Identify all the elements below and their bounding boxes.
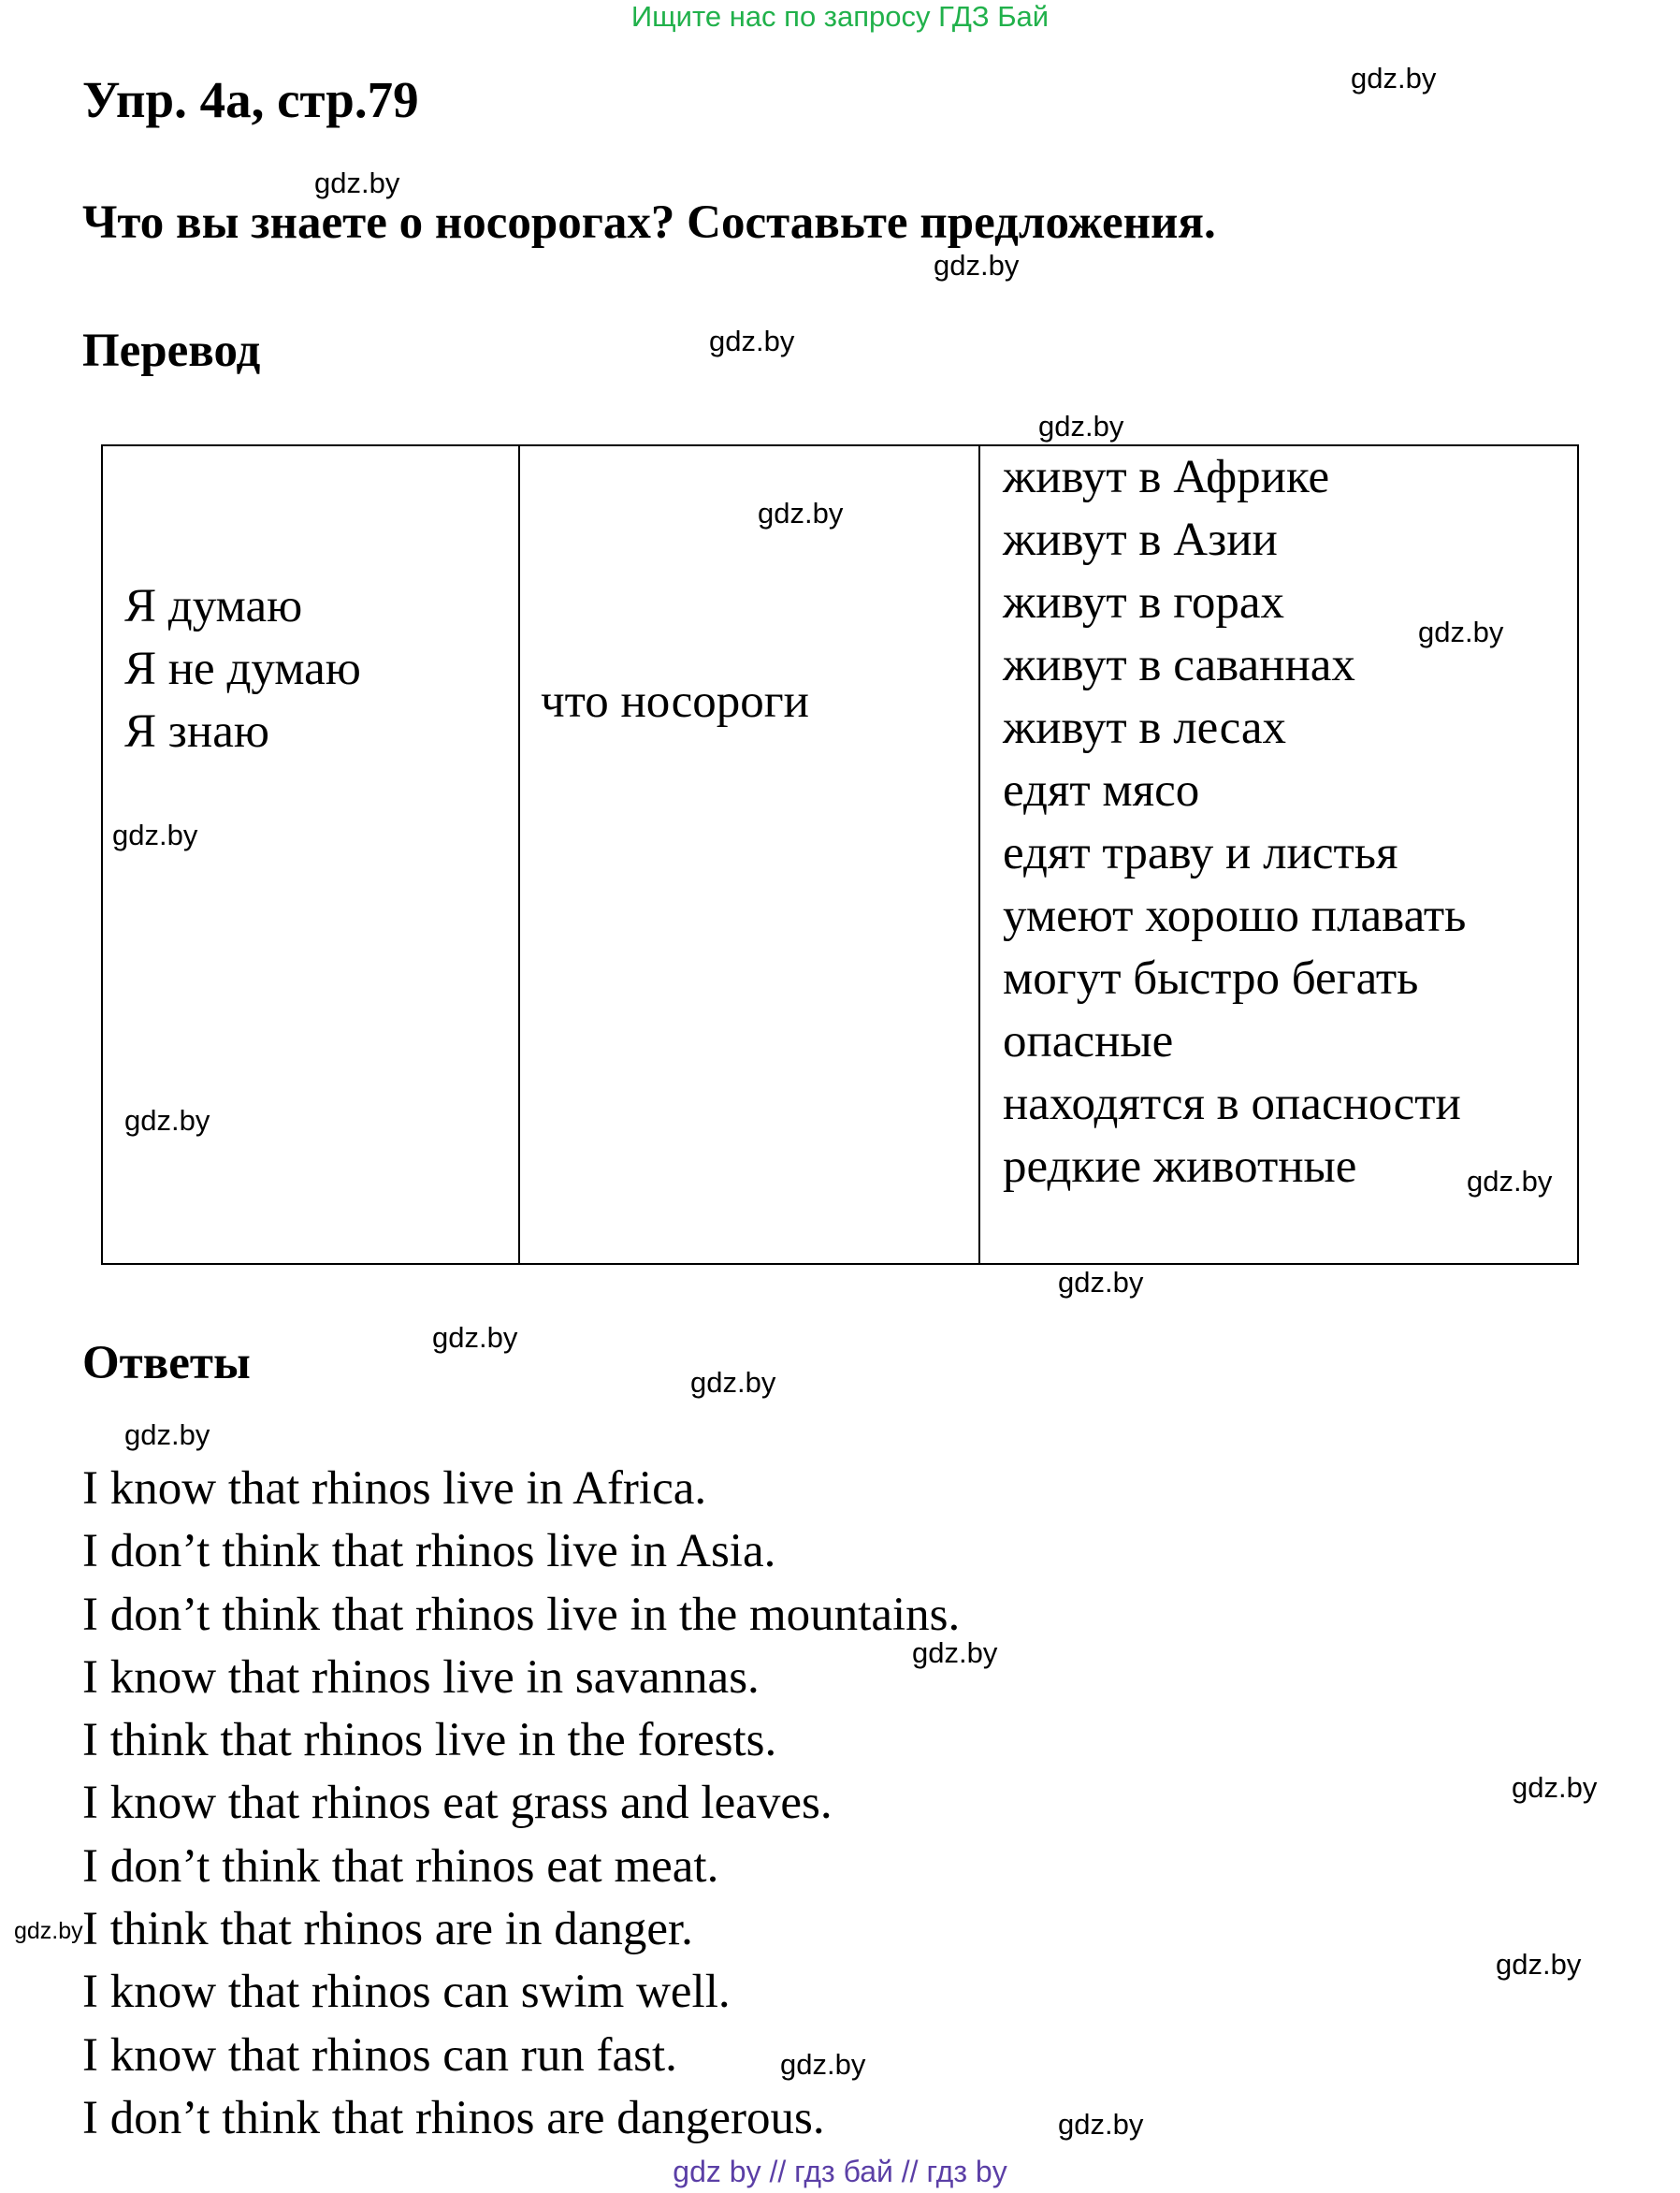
table-divider bbox=[978, 446, 980, 1263]
table-cell: живут в лесах bbox=[1003, 702, 1286, 754]
watermark: gdz.by bbox=[1467, 1165, 1553, 1198]
answers-list bbox=[82, 1458, 960, 2150]
table-col-predicates bbox=[1003, 446, 1466, 1198]
table-cell: Я знаю bbox=[124, 705, 269, 758]
table-cell: находятся в опасности bbox=[1003, 1078, 1461, 1130]
watermark: gdz.by bbox=[1496, 1948, 1582, 1981]
table-cell: редкие животные bbox=[1003, 1140, 1357, 1193]
watermark: gdz.by bbox=[1038, 410, 1124, 443]
table-cell: опасные bbox=[1003, 1015, 1174, 1067]
answer-line: I know that rhinos can swim well. bbox=[82, 1966, 731, 2019]
answers-heading: Ответы bbox=[82, 1337, 251, 1389]
table-cell: могут быстро бегать bbox=[1003, 952, 1419, 1005]
table-cell: живут в саваннах bbox=[1003, 639, 1355, 691]
table-divider bbox=[518, 446, 520, 1263]
watermark: gdz.by bbox=[1058, 1266, 1144, 1299]
answer-line: I don’t think that rhinos live in Asia. bbox=[82, 1525, 776, 1578]
watermark: gdz.by bbox=[1418, 616, 1504, 648]
answer-line: I know that rhinos can run fast. bbox=[82, 2028, 677, 2082]
watermark: gdz.by bbox=[14, 1918, 83, 1944]
table-cell: умеют хорошо плавать bbox=[1003, 890, 1467, 942]
bottom-banner[interactable]: gdz by // гдз бай // гдз by bbox=[673, 2155, 1007, 2188]
watermark: gdz.by bbox=[709, 325, 795, 357]
answer-line: I think that rhinos live in the forests. bbox=[82, 1714, 777, 1767]
watermark: gdz.by bbox=[690, 1366, 776, 1399]
watermark: gdz.by bbox=[934, 249, 1020, 282]
watermark: gdz.by bbox=[1351, 62, 1437, 94]
top-banner[interactable]: Ищите нас по запросу ГДЗ Бай bbox=[630, 0, 1050, 33]
table-cell: Я думаю bbox=[124, 580, 303, 632]
answer-line: I know that rhinos live in Africa. bbox=[82, 1462, 707, 1515]
table-col-connector bbox=[541, 671, 809, 733]
watermark: gdz.by bbox=[124, 1104, 210, 1137]
table-cell: Я не думаю bbox=[124, 643, 361, 695]
watermark: gdz.by bbox=[758, 497, 844, 530]
table-cell: живут в Африке bbox=[1003, 451, 1330, 503]
answer-line: I don’t think that rhinos live in the mountains. bbox=[82, 1588, 961, 1641]
watermark: gdz.by bbox=[432, 1321, 518, 1354]
answer-line: I think that rhinos are in danger. bbox=[82, 1903, 693, 1956]
answer-line: I know that rhinos live in savannas. bbox=[82, 1650, 760, 1704]
watermark: gdz.by bbox=[780, 2048, 866, 2081]
answer-line: I know that rhinos eat grass and leaves. bbox=[82, 1777, 833, 1830]
watermark: gdz.by bbox=[124, 1418, 210, 1451]
task-text: Что вы знаете о носорогах? Составьте предложения. bbox=[82, 196, 1216, 249]
translation-table bbox=[101, 444, 1579, 1265]
watermark: gdz.by bbox=[314, 167, 400, 199]
watermark: gdz.by bbox=[1058, 2108, 1144, 2141]
table-cell: что носороги bbox=[541, 675, 809, 728]
watermark: gdz.by bbox=[912, 1636, 998, 1669]
table-cell: едят мясо bbox=[1003, 764, 1200, 817]
table-cell: живут в горах bbox=[1003, 576, 1285, 629]
watermark: gdz.by bbox=[1512, 1771, 1598, 1804]
table-col-subject bbox=[124, 575, 361, 763]
table-cell: живут в Азии bbox=[1003, 514, 1278, 566]
table-cell: едят траву и листья bbox=[1003, 827, 1398, 879]
translation-heading: Перевод bbox=[82, 325, 261, 377]
watermark: gdz.by bbox=[112, 819, 198, 851]
answer-line: I don’t think that rhinos eat meat. bbox=[82, 1839, 719, 1893]
exercise-title: Упр. 4а, стр.79 bbox=[82, 71, 419, 128]
answer-line: I don’t think that rhinos are dangerous. bbox=[82, 2091, 825, 2144]
